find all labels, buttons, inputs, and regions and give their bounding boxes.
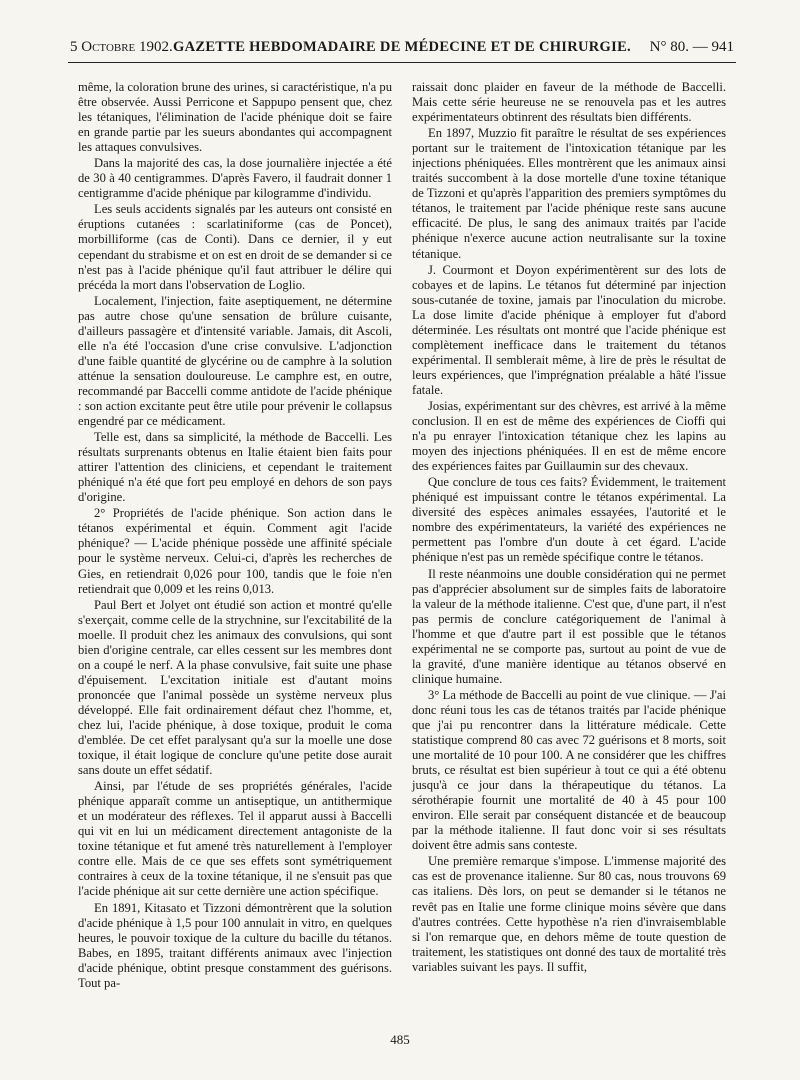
paragraph: Que conclure de tous ces faits? Évidemment, le traitement phéniqué est impuissant contre le tétanos expérimental. La diversité des espèces animales essayées, l'autorité et le nombre des expérimentateurs, la variété des expériences ne permettent pas l'ombre d'un doute à cet égard. L'acide phénique n'est pas un remède spécifique contre le tétanos. [412, 475, 726, 565]
paragraph: raissait donc plaider en faveur de la méthode de Baccelli. Mais cette série heureuse ne se renouvela pas et les autres expérimentateurs obtinrent des résultats bien différents. [412, 80, 726, 125]
paragraph: Il reste néanmoins une double considération qui ne permet pas d'apprécier absolument sur de simples faits de laboratoire la valeur de la méthode italienne. C'est que, d'une part, il n'est pas permis de conclure catégoriquement de l'animal à l'homme et que d'autre part il est possible que le tétanos expérimental ne se comporte pas, surtout au point de vue de la gravité, d'une manière identique au tétanos observé en clinique humaine. [412, 566, 726, 686]
paragraph: En 1891, Kitasato et Tizzoni démontrèrent que la solution d'acide phénique à 1,5 pour 100 annulait in vitro, en quelques heures, le pouvoir toxique de la culture du bacille du tétanos. Babes, en 1895, traitant différents animaux avec l'injection d'acide phénique, obtint presque constamment des guérisons. Tout pa- [78, 900, 392, 990]
paragraph: Une première remarque s'impose. L'immense majorité des cas est de provenance italienne. Sur 80 cas, nous trouvons 69 cas italiens. Dès lors, on peut se demander si le tétanos ne revêt pas en Italie une forme clinique moins sévère que dans d'autres contrées. Cette hypothèse n'a rien d'invraisemblable si l'on remarque que, en dehors même de toute question de traitement, les statistiques ont donné des taux de mortalité très variables suivant les pays. Il suffit, [412, 854, 726, 974]
paragraph: même, la coloration brune des urines, si caractéristique, n'a pu être observée. Aussi Perricone et Sappupo pensent que, chez les tétaniques, l'élimination de l'acide phénique doit se faire en grande partie par les sueurs abondantes qui accompagnent les attaques convulsives. [78, 80, 392, 155]
journal-title: GAZETTE HEBDOMADAIRE DE MÉDECINE ET DE CHIRURGIE. [173, 39, 631, 55]
running-header [68, 36, 736, 63]
paragraph: Localement, l'injection, faite aseptiquement, ne détermine pas autre chose qu'une sensation de brûlure cuisante, d'ailleurs passagère et d'intensité variable. Jamais, dit Ascoli, elle n'a été l'occasion d'une crise convulsive. L'adjonction d'une faible quantité de glycérine ou de camphre à la solution atténue la sensation douloureuse. Le camphre est, en outre, recommandé par Baccelli comme antidote de l'acide phénique : son action excitante peut être utile pour prévenir le collapsus engendré par ce médicament. [78, 293, 392, 429]
issue-page-number: N° 80. — 941 [649, 39, 734, 55]
paragraph: Ainsi, par l'étude de ses propriétés générales, l'acide phénique apparaît comme un antiseptique, un antithermique et un modérateur des réflexes. Tel il apparut aussi à Baccelli qui vit en lui un médicament directement antagoniste de la toxine tétanique et fut amené très naturellement à l'employer contre elle. Mais de ce que ses effets sont symétriquement contraires à ceux de la toxine tétanique, il ne s'ensuit pas que l'acide phénique ait sur cette dernière une action spécifique. [78, 779, 392, 899]
paragraph: Paul Bert et Jolyet ont étudié son action et montré qu'elle s'exerçait, comme celle de la strychnine, sur l'excitabilité de la moelle. Il produit chez les animaux des convulsions, qui sont bien d'origine centrale, car elles cessent sur les membres dont on a coupé le nerf. A la phase convulsive, fait suite une phase d'épuisement. L'excitation initiale est d'autant moins prononcée que l'animal possède un système nerveux plus développé. Elle fait ordinairement défaut chez l'homme, et, chez lui, l'acide phénique, à dose toxique, produit le coma d'emblée. De cet effet paralysant qu'a sur la moelle une dose toxique, il était logique de conclure qu'une petite dose aurait sans doute un effet sédatif. [78, 597, 393, 778]
right-column [412, 80, 726, 975]
paragraph: Telle est, dans sa simplicité, la méthode de Baccelli. Les résultats surprenants obtenus en Italie étaient bien faits pour attirer l'attention des cliniciens, et cependant le traitement phéniqué n'a été que fort peu employé en dehors de son pays d'origine. [78, 430, 392, 505]
paragraph: Dans la majorité des cas, la dose journalière injectée a été de 30 à 40 centigrammes. D'après Favero, il faudrait donner 1 centigramme d'acide phénique par kilogramme d'individu. [78, 156, 392, 201]
paragraph: Les seuls accidents signalés par les auteurs ont consisté en éruptions cutanées : scarlatiniforme (cas de Poncet), morbilliforme (cas de Conti). Dans ce dernier, il y eut cependant du strabisme et on est en droit de se demander si ce n'est pas à l'acide phénique qu'il faut attribuer le délire qui précéda la mort dans l'observation de Loglio. [78, 202, 392, 292]
left-column [78, 80, 392, 991]
header-date: 5 Octobre 1902. [70, 39, 173, 55]
section-heading-paragraph: 2° Propriétés de l'acide phénique. Son action dans le tétanos expérimental et équin. Comment agit l'acide phénique? — L'acide phénique possède une affinité spéciale pour le système nerveux. Celui-ci, d'après les recherches de Gies, en retiendrait 0,026 pour 100, tandis que le foie n'en retiendrait que 0,009 et les reins 0,013. [78, 506, 392, 596]
page-folio: 485 [390, 1032, 410, 1047]
paragraph: J. Courmont et Doyon expérimentèrent sur des lots de cobayes et de lapins. Le tétanos fut déterminé par injection sous-cutanée de toxine, jamais par l'inoculation du microbe. La dose limite d'acide phénique à employer fut d'abord déterminée. Les résultats ont montré que l'acide phénique est complètement inefficace dans le traitement du tétanos expérimental. Il semblerait même, à lire de près le résultat de leurs expériences, que l'imprégnation préalable a hâté l'issue fatale. [412, 262, 726, 397]
paragraph: En 1897, Muzzio fit paraître le résultat de ses expériences portant sur le traitement de l'intoxication tétanique par les injections phéniquées. Elles montrèrent que les animaux ainsi traités succombent à la dose mortelle d'une toxine tétanique de Tizzoni et qu'après l'apparition des premiers symptômes du tétanos, le traitement par l'acide phénique reste sans aucune efficacité. De plus, le sang des animaux traités par l'acide phénique n'exerce aucune action neutralisante sur la toxine tétanique. [412, 126, 726, 261]
section-heading-paragraph: 3° La méthode de Baccelli au point de vue clinique. — J'ai donc réuni tous les cas de tétanos traités par l'acide phénique que j'ai pu rencontrer dans la littérature médicale. Cette statistique comprend 80 cas avec 72 guérisons et 8 morts, soit une mortalité de 10 pour 100. A ne considérer que les chiffres bruts, ce résultat est bien supérieur à tout ce qui a été obtenu jusqu'à ce jour dans la thérapeutique du tétanos. La sérothérapie fournit une mortalité de 40 à 45 pour 100 environ. Elle serait par conséquent distancée et de beaucoup par la méthode italienne. Il faut donc voir si ses résultats doivent être admis sans conteste. [412, 687, 726, 853]
paragraph: Josias, expérimentant sur des chèvres, est arrivé à la même conclusion. Il en est de même des expériences de Cioffi qui n'a pu enrayer l'intoxication tétanique chez les lapins au moyen des injections phéniquées. Il en est de même encore des expériences faites par Guillaumin sur des chevaux. [412, 398, 726, 474]
